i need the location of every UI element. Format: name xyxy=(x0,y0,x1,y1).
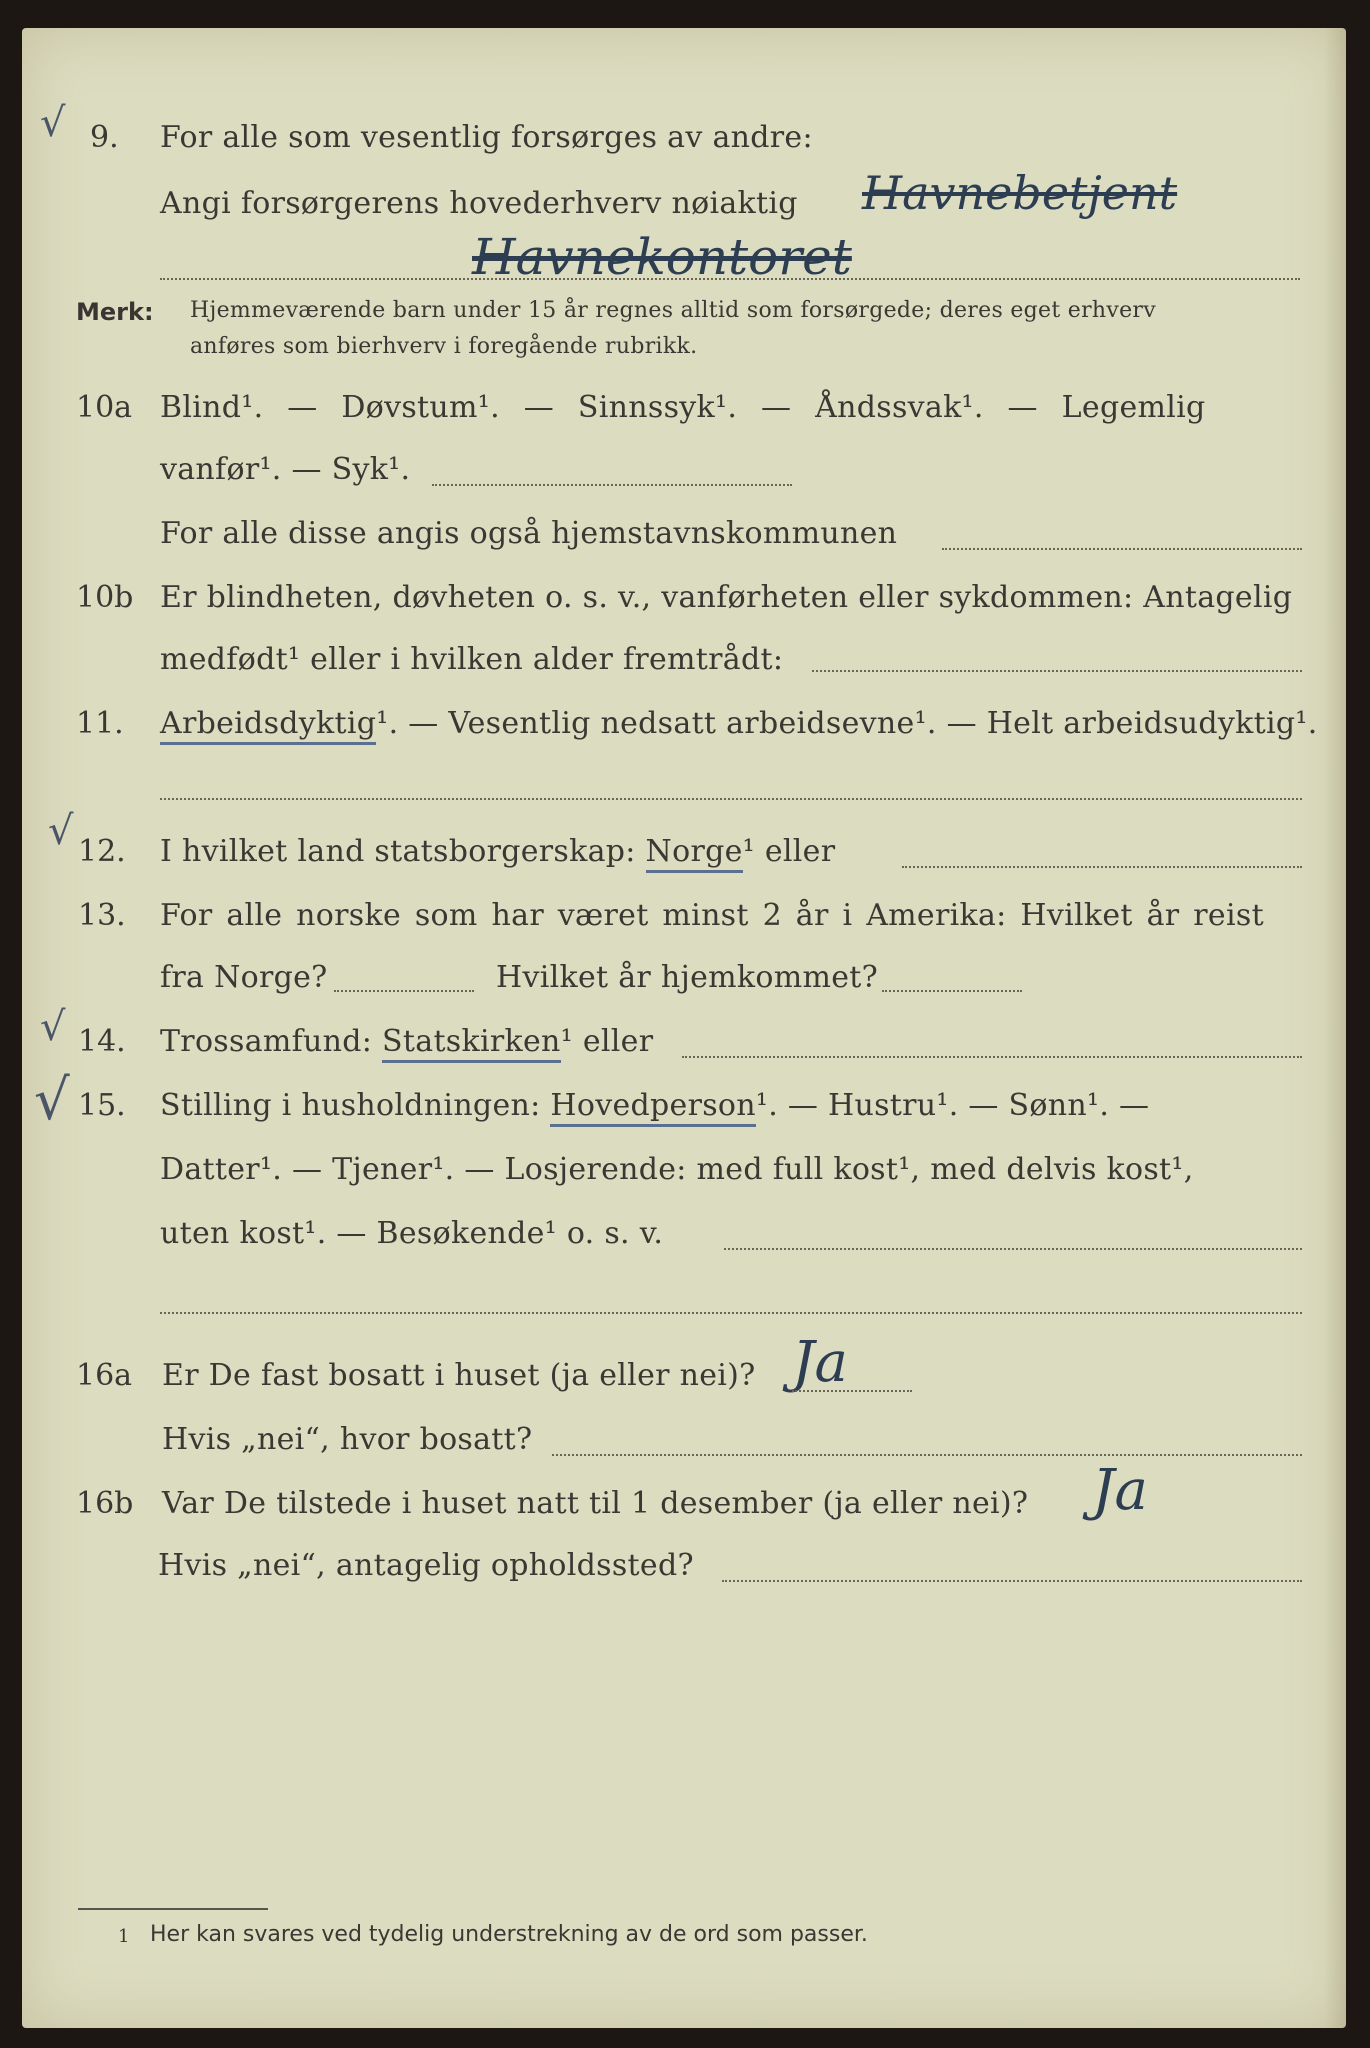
q10a-line1: Blind¹. — Døvstum¹. — Sinnssyk¹. — Åndssvak¹. — Legemlig xyxy=(160,390,1206,425)
q13-number: 13. xyxy=(78,898,126,933)
q16a-answer-handwriting: Ja xyxy=(792,1330,848,1395)
q11-other-options: ¹. — Vesentlig nedsatt arbeidsevne¹. — Helt arbeidsudyktig¹. xyxy=(376,706,1318,741)
q16b-line1: Var De tilstede i huset natt til 1 desember (ja eller nei)? xyxy=(162,1486,1029,1521)
q16a-number: 16a xyxy=(76,1358,133,1393)
footnote-rule xyxy=(78,1908,268,1910)
q13-year-left-line xyxy=(334,990,474,992)
q16b-answer-handwriting: Ja xyxy=(1092,1458,1148,1523)
q15-extra-line xyxy=(160,1312,1302,1314)
q15-line2: Datter¹. — Tjener¹. — Losjerende: med full kost¹, med delvis kost¹, xyxy=(160,1152,1194,1187)
q15-option-hovedperson-underlined: Hovedperson xyxy=(550,1088,756,1127)
q15-line1 xyxy=(160,1088,1149,1123)
check-mark-q14: √ xyxy=(40,1004,66,1050)
merk-label: Merk: xyxy=(76,298,154,326)
q16a-residence-line xyxy=(552,1454,1302,1456)
q15-suffix: ¹. — Hustru¹. — Sønn¹. — xyxy=(755,1088,1150,1123)
q15-line3: uten kost¹. — Besøkende¹ o. s. v. xyxy=(160,1216,664,1251)
q11-extra-line xyxy=(160,798,1302,800)
q9-answer-line xyxy=(160,278,1300,280)
q13-year-returned-line xyxy=(882,990,1022,992)
q14-answer-line xyxy=(682,1056,1302,1058)
q9-answer-handwriting: Havnekontoret xyxy=(472,228,852,286)
q12-prefix: I hvilket land statsborgerskap: xyxy=(160,834,636,869)
check-mark-q9: √ xyxy=(40,100,66,146)
check-mark-q15: √ xyxy=(34,1068,70,1133)
q10a-number: 10a xyxy=(76,390,133,425)
q13-line1: For alle norske som har været minst 2 år i Amerika: Hvilket år reist xyxy=(160,898,1264,933)
q15-answer-line xyxy=(724,1248,1302,1250)
q16b-location-line xyxy=(722,1580,1302,1582)
q11-option-arbeidsdyktig-underlined: Arbeidsdyktig xyxy=(160,706,376,745)
q14-suffix: ¹ eller xyxy=(560,1024,654,1059)
merk-line1: Hjemmeværende barn under 15 år regnes alltid som forsørgede; deres eget erhverv xyxy=(190,298,1156,323)
q14-number: 14. xyxy=(78,1024,126,1059)
q14-prefix: Trossamfund: xyxy=(160,1024,373,1059)
q15-number: 15. xyxy=(78,1088,126,1123)
q11-options xyxy=(160,706,1318,741)
q9-line1: For alle som vesentlig forsørges av andre: xyxy=(160,120,813,155)
q9-answer-crossed-handwriting: Havnebetjent xyxy=(862,166,1178,220)
footnote-mark: 1 xyxy=(118,1926,130,1947)
q10b-answer-line xyxy=(812,670,1302,672)
q16a-line2: Hvis „nei“, hvor bosatt? xyxy=(162,1422,533,1457)
q10b-line1: Er blindheten, døvheten o. s. v., vanførheten eller sykdommen: Antagelig xyxy=(160,580,1293,615)
q14-text xyxy=(160,1024,653,1059)
q15-prefix: Stilling i husholdningen: xyxy=(160,1088,541,1123)
q11-number: 11. xyxy=(76,706,124,741)
q16b-number: 16b xyxy=(76,1486,134,1521)
q12-text xyxy=(160,834,835,869)
merk-line2: anføres som bierhverv i foregående rubrikk. xyxy=(190,334,698,359)
footnote-text: Her kan svares ved tydelig understrekning av de ord som passer. xyxy=(150,1922,868,1947)
q16a-answer-line xyxy=(792,1390,912,1392)
q12-answer-line xyxy=(902,866,1302,868)
census-form-page xyxy=(22,28,1346,2028)
q10a-answer-line xyxy=(432,484,792,486)
check-mark-q12: √ xyxy=(48,808,74,854)
q13-line2a: fra Norge? xyxy=(160,960,328,995)
q12-suffix: ¹ eller xyxy=(742,834,836,869)
q16a-line1: Er De fast bosatt i huset (ja eller nei)? xyxy=(162,1358,756,1393)
q10a-line3: For alle disse angis også hjemstavnskommunen xyxy=(160,516,898,551)
q12-option-norge-underlined: Norge xyxy=(646,834,743,873)
q16b-line2: Hvis „nei“, antagelig opholdssted? xyxy=(158,1548,694,1583)
q9-line2: Angi forsørgerens hovederhverv nøiaktig xyxy=(160,186,798,221)
q10b-number: 10b xyxy=(76,580,134,615)
q13-line2b: Hvilket år hjemkommet? xyxy=(496,960,879,995)
q10a-line2: vanfør¹. — Syk¹. xyxy=(160,452,411,487)
q9-number: 9. xyxy=(90,120,119,155)
q10b-line2: medfødt¹ eller i hvilken alder fremtrådt: xyxy=(160,642,784,677)
q10a-hometown-line xyxy=(942,548,1302,550)
q14-option-statskirken-underlined: Statskirken xyxy=(382,1024,561,1063)
q12-number: 12. xyxy=(78,834,126,869)
